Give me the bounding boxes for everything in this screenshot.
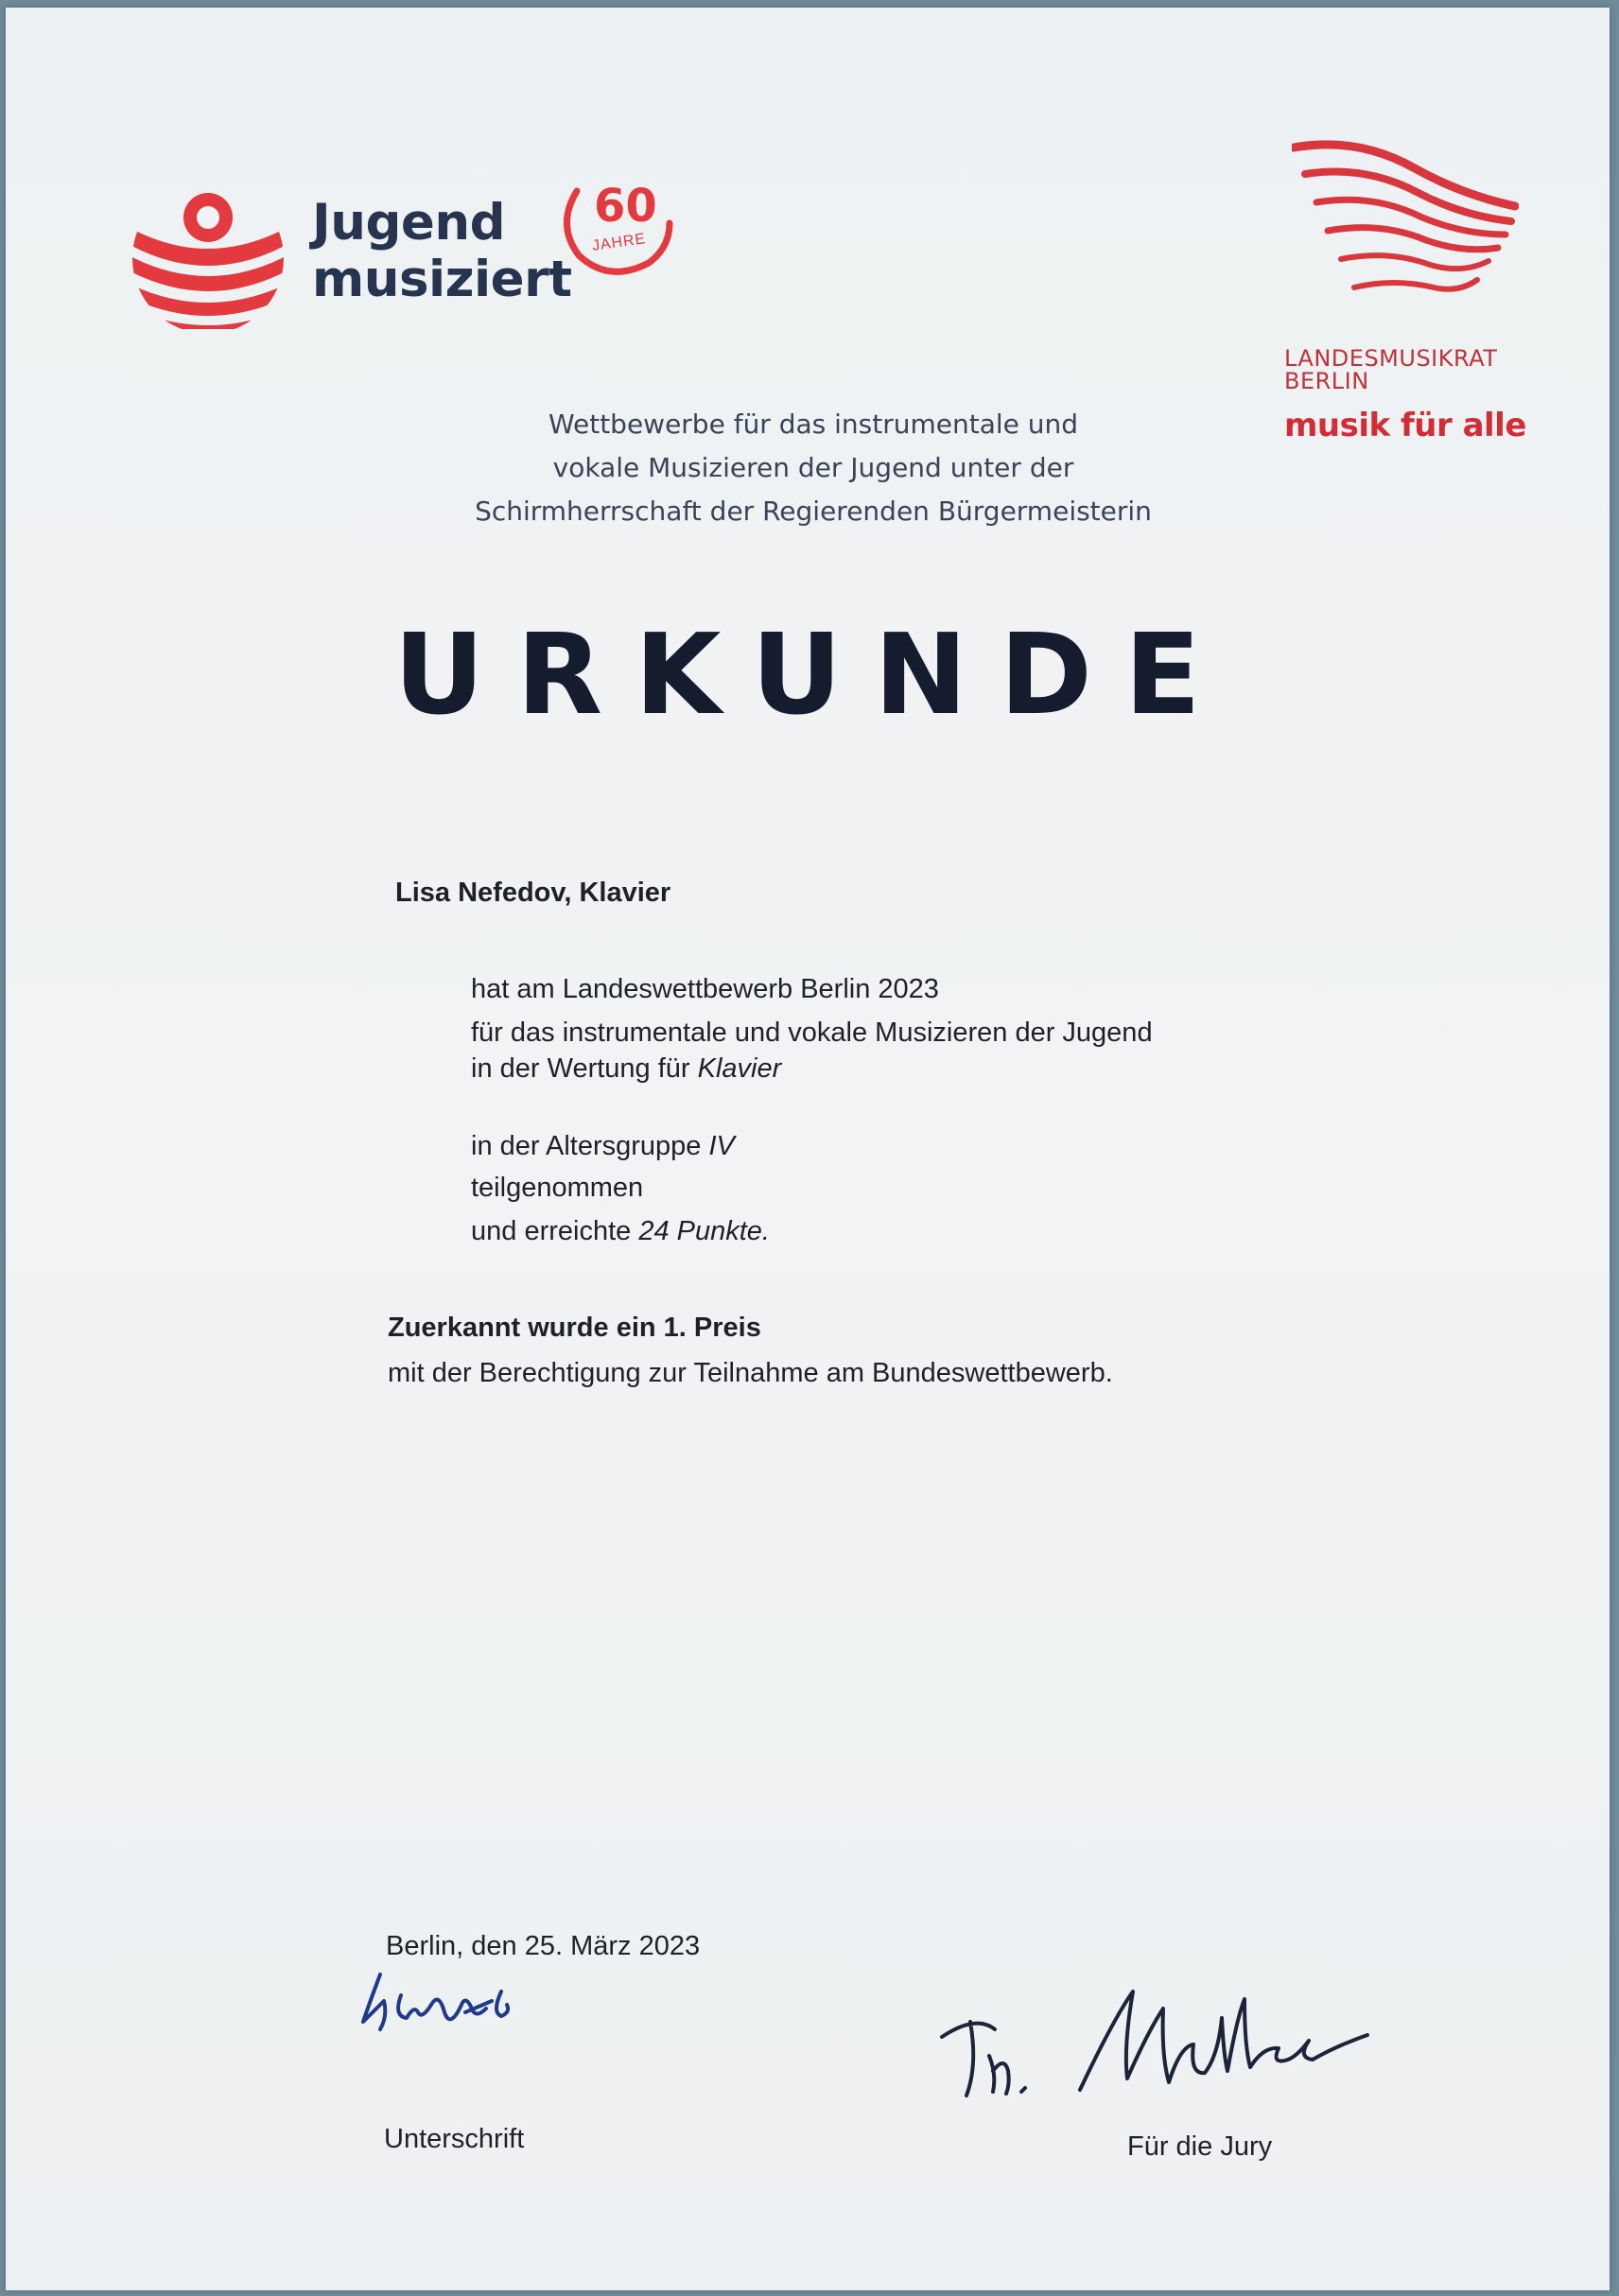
age-group: IV bbox=[708, 1131, 735, 1161]
landesmusikrat-logo bbox=[1273, 140, 1528, 461]
body-line3-prefix: in der Wertung für bbox=[471, 1053, 698, 1084]
anniversary-number: 60 bbox=[594, 180, 657, 233]
lmr-line2: BERLIN bbox=[1284, 368, 1369, 394]
certificate-title: URKUNDE bbox=[393, 609, 1233, 739]
body-line4-prefix: in der Altersgruppe bbox=[471, 1131, 709, 1161]
anniversary-label: JAHRE bbox=[591, 231, 648, 254]
right-signature-icon bbox=[938, 1980, 1373, 2113]
recipient-name: Lisa Nefedov, Klavier bbox=[395, 878, 671, 908]
award-line1: Zuerkannt wurde ein 1. Preis bbox=[388, 1313, 761, 1343]
body-line6 bbox=[471, 1212, 770, 1250]
certificate-paper bbox=[6, 8, 1610, 2290]
competition-category: Klavier bbox=[697, 1053, 782, 1084]
waves-icon bbox=[1292, 140, 1519, 301]
body-line2: für das instrumentale und vokale Musizieren der Jugend bbox=[471, 1018, 1153, 1048]
body-line1: hat am Landeswettbewerb Berlin 2023 bbox=[471, 974, 939, 1004]
competition-subtitle bbox=[384, 403, 1243, 533]
lmr-tagline: musik für alle bbox=[1284, 407, 1526, 444]
body-line5: teilgenommen bbox=[471, 1173, 644, 1203]
lmr-line1: LANDESMUSIKRAT bbox=[1284, 345, 1498, 372]
right-signature-label: Für die Jury bbox=[1127, 2131, 1273, 2162]
body-line3 bbox=[471, 1050, 781, 1087]
jugend-musiziert-wordmark bbox=[312, 195, 572, 308]
left-signature-icon bbox=[359, 1963, 530, 2048]
place-date: Berlin, den 25. März 2023 bbox=[386, 1931, 701, 1961]
subtitle-line2: vokale Musizieren der Jugend unter der bbox=[552, 452, 1074, 483]
left-signature-label: Unterschrift bbox=[384, 2124, 525, 2154]
jm-line1: Jugend bbox=[312, 194, 506, 252]
jm-line2: musiziert bbox=[312, 251, 572, 308]
body-line4 bbox=[471, 1127, 735, 1165]
subtitle-line1: Wettbewerbe für das instrumentale und bbox=[548, 409, 1079, 440]
subtitle-line3: Schirmherrschaft der Regierenden Bürgermeisterin bbox=[475, 496, 1152, 527]
jugend-musiziert-logo bbox=[125, 178, 673, 339]
body-line6-prefix: und erreichte bbox=[471, 1216, 639, 1246]
award-line2: mit der Berechtigung zur Teilnahme am Bundeswettbewerb. bbox=[388, 1358, 1113, 1388]
jugend-musiziert-emblem-icon bbox=[125, 187, 291, 329]
points: 24 Punkte. bbox=[638, 1216, 770, 1246]
